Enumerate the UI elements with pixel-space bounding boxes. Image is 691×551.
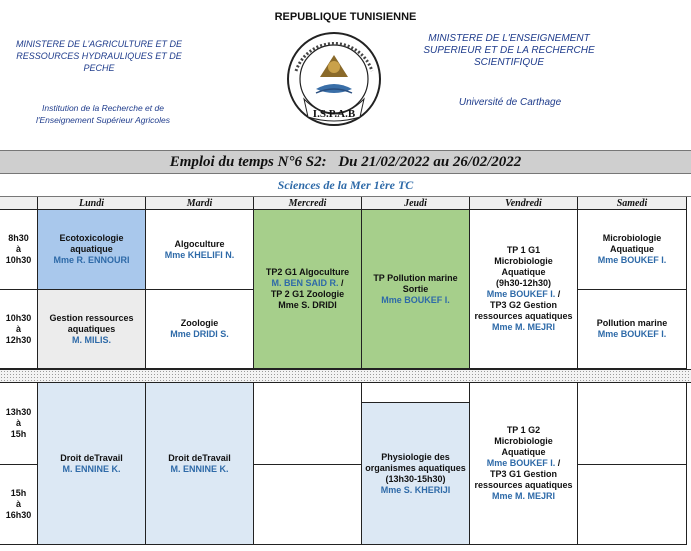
teacher-name: Mme DRIDI S. <box>170 329 229 339</box>
slot-vendredi-afternoon <box>470 383 578 545</box>
teacher-name: Mme M. MEJRI <box>491 491 555 501</box>
university-name: Université de Carthage <box>458 97 562 108</box>
course-name: Droit deTravail <box>60 452 123 463</box>
lunch-break-band <box>0 369 691 383</box>
republic-title: REPUBLIQUE TUNISIENNE <box>274 11 417 23</box>
schedule-date-range: Du 21/02/2022 au 26/02/2022 <box>338 154 522 170</box>
day-header-vendredi: Vendredi <box>470 197 578 210</box>
ispab-seal-logo <box>286 31 382 127</box>
slot-vendredi-morning <box>470 210 578 369</box>
slot-lundi-1 <box>38 210 146 290</box>
teacher-name: Mme R. ENNOURI <box>53 255 130 265</box>
teacher-name: M. BEN SAID R. <box>271 278 339 288</box>
teacher-name: M. ENNINE K. <box>170 463 229 474</box>
ministry-higher-education-line3: SCIENTIFIQUE <box>473 57 544 68</box>
time-slot-2 <box>0 290 38 369</box>
course-name: TP3 G1 Gestion ressources aquatiques <box>474 469 573 490</box>
slot-samedi-4 <box>578 465 687 545</box>
time-separator: à <box>15 244 21 254</box>
seal-text: I.S.P.A.B <box>312 108 356 120</box>
group-separator: / <box>557 289 561 299</box>
program-subtitle: Sciences de la Mer 1ère TC <box>0 175 691 197</box>
slot-jeudi-afternoon <box>362 403 470 545</box>
slot-mardi-afternoon <box>146 383 254 545</box>
teacher-name: Mme BOUKEF I. <box>597 329 667 339</box>
day-header-jeudi: Jeudi <box>362 197 470 210</box>
course-name: Gestion ressources aquatiques <box>49 312 134 334</box>
time-separator: à <box>15 499 21 509</box>
slot-lundi-2 <box>38 290 146 369</box>
day-header-mardi: Mardi <box>146 197 254 210</box>
slot-mercredi-3 <box>254 383 362 465</box>
ministry-higher-education-line2: SUPERIEUR ET DE LA RECHERCHE <box>423 45 595 56</box>
slot-samedi-2 <box>578 290 687 369</box>
teacher-name: Mme M. MEJRI <box>491 322 555 332</box>
day-header-mercredi: Mercredi <box>254 197 362 210</box>
course-name: Pollution marine <box>596 318 668 328</box>
institution-name <box>10 102 196 126</box>
course-time: (9h30-12h30) <box>495 278 552 288</box>
corner-cell <box>0 197 38 210</box>
ministry-higher-education-line1: MINISTERE DE L'ENSEIGNEMENT <box>428 33 590 44</box>
course-name: Algoculture <box>174 238 225 249</box>
ministry-higher-education <box>398 33 620 69</box>
time-end: 10h30 <box>5 255 32 265</box>
time-separator: à <box>15 323 21 334</box>
institution-line2: l'Enseignement Supérieur Agricoles <box>35 115 171 125</box>
course-name: Microbiologie Aquatique <box>494 436 553 457</box>
time-end: 12h30 <box>5 334 32 345</box>
course-name: Zoologie <box>180 318 219 328</box>
course-name: Ecotoxicologie aquatique <box>59 233 124 254</box>
course-name: Physiologie des organismes aquatiques <box>365 451 466 473</box>
time-start: 10h30 <box>5 312 32 323</box>
group-separator: / <box>557 458 561 468</box>
teacher-name: Mme BOUKEF I. <box>486 289 556 299</box>
time-slot-1 <box>0 210 38 290</box>
course-name: TP3 G2 Gestion ressources aquatiques <box>474 300 573 321</box>
time-separator: à <box>15 418 21 428</box>
teacher-name: Mme BOUKEF I. <box>597 255 667 265</box>
slot-mardi-2 <box>146 290 254 369</box>
schedule-title <box>0 150 691 174</box>
course-time: (13h30-15h30) <box>385 473 446 484</box>
slot-jeudi-morning <box>362 210 470 369</box>
ministry-agriculture-line1: MINISTERE DE L'AGRICULTURE ET DE <box>15 39 183 49</box>
slot-lundi-afternoon <box>38 383 146 545</box>
ministry-agriculture-line3: PECHE <box>83 63 115 73</box>
schedule-number: Emploi du temps N°6 S2: <box>169 154 327 170</box>
course-group: TP 1 G1 <box>506 245 541 255</box>
time-start: 8h30 <box>8 233 29 243</box>
teacher-name: Mme BOUKEF I. <box>381 294 450 305</box>
time-start: 15h <box>10 488 27 498</box>
day-header-lundi: Lundi <box>38 197 146 210</box>
slot-mercredi-morning <box>254 210 362 369</box>
time-end: 15h <box>10 429 27 439</box>
timetable <box>0 197 691 551</box>
time-end: 16h30 <box>5 510 32 520</box>
document-header <box>0 0 691 148</box>
slot-samedi-3 <box>578 383 687 465</box>
teacher-name: Mme KHELIFI N. <box>164 249 235 260</box>
time-slot-4 <box>0 465 38 545</box>
time-start: 13h30 <box>5 407 32 417</box>
teacher-name: Mme S. DRIDI <box>278 300 337 310</box>
course-name: Microbiologie Aquatique <box>494 256 553 277</box>
teacher-name: M. ENNINE K. <box>62 463 121 474</box>
slot-jeudi-afternoon-top <box>362 383 470 403</box>
course-group: TP 1 G2 <box>506 425 541 435</box>
slot-samedi-1 <box>578 210 687 290</box>
course-name: TP 2 G1 Zoologie <box>270 289 345 299</box>
group-separator: / <box>341 278 344 288</box>
course-name: TP2 G1 Algoculture <box>265 267 350 277</box>
teacher-name: M. MILIS. <box>72 334 111 345</box>
institution-line1: Institution de la Recherche et de <box>42 103 164 113</box>
teacher-name: Mme S. KHERIJI <box>380 484 451 495</box>
ministry-agriculture-line2: RESSOURCES HYDRAULIQUES ET DE <box>16 51 182 61</box>
time-slot-3 <box>0 383 38 465</box>
slot-mardi-1 <box>146 210 254 290</box>
ministry-agriculture <box>2 38 196 74</box>
course-name: Droit deTravail <box>168 452 231 463</box>
day-header-samedi: Samedi <box>578 197 687 210</box>
teacher-name: Mme BOUKEF I. <box>486 458 556 468</box>
course-name: Microbiologie Aquatique <box>602 233 662 254</box>
course-name: TP Pollution marine Sortie <box>373 272 458 294</box>
slot-mercredi-4 <box>254 465 362 545</box>
